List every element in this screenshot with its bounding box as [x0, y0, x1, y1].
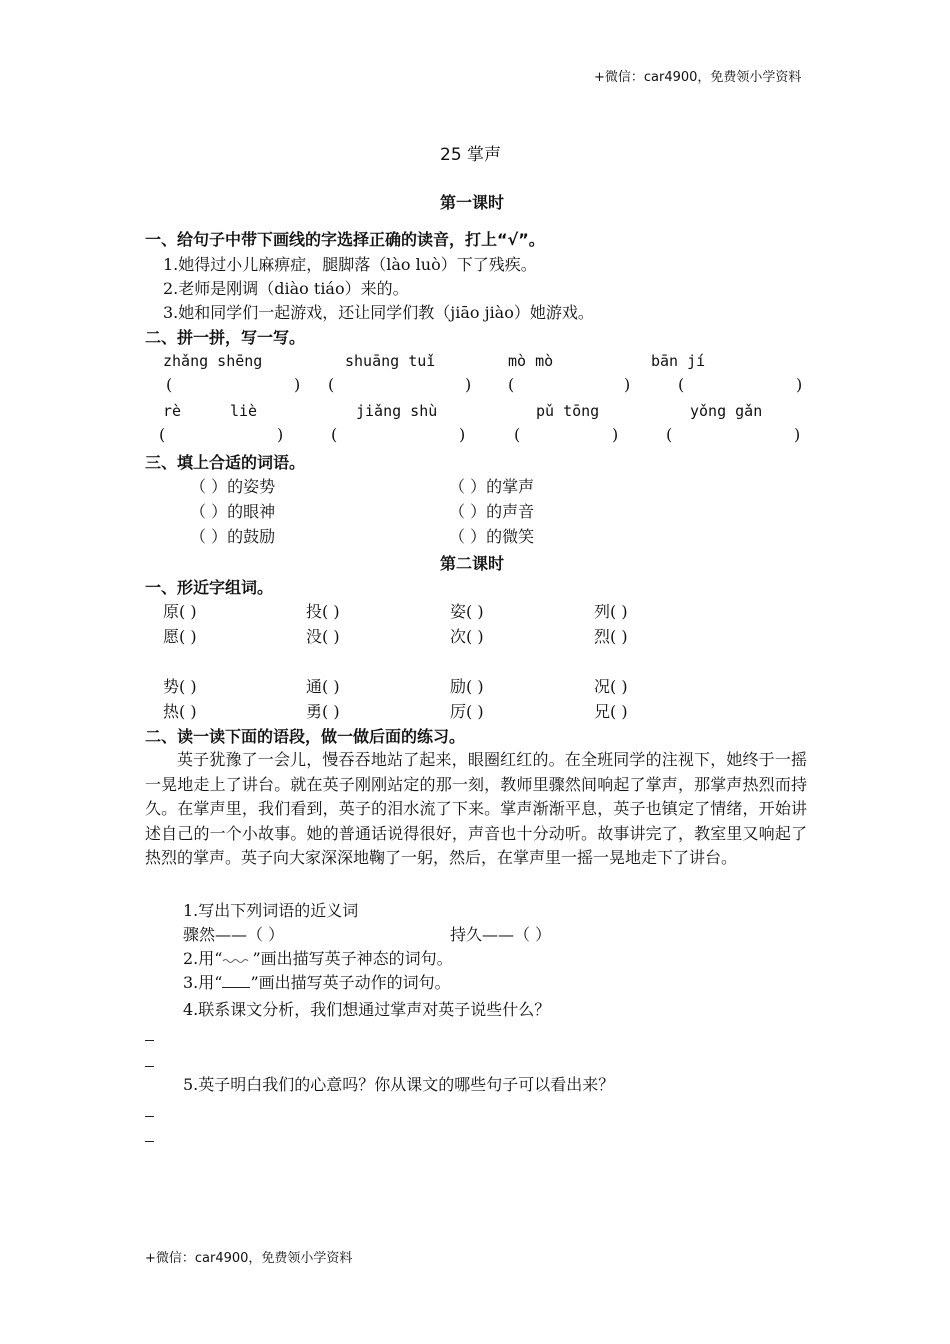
lesson1-heading: 第一课时 [440, 193, 505, 212]
exercise-3 [183, 970, 451, 993]
exercise-2-suffix: ”画出描写英子神态的词句。 [252, 949, 453, 968]
page-title: 25 掌声 [440, 145, 502, 165]
exercise-2-prefix: 2.用“ [183, 949, 223, 968]
pinyin-prompt: liè [230, 402, 258, 420]
similar-char-item: 通( ) [306, 677, 340, 696]
fill-phrase: （ ）的鼓励 [190, 527, 276, 546]
answer-paren-right: ) [612, 425, 619, 444]
similar-char-item: 投( ) [306, 602, 340, 621]
similar-char-item: 愿( ) [163, 627, 197, 646]
answer-line [145, 1040, 154, 1041]
answer-paren-left: ( [328, 375, 335, 394]
answer-paren-right: ) [294, 375, 301, 394]
answer-paren-left: ( [331, 425, 338, 444]
synonym-item: 骤然——（ ） [183, 925, 285, 944]
pinyin-prompt: zhǎng shēng [163, 352, 263, 370]
lesson2-heading: 第二课时 [440, 554, 505, 573]
similar-char-item: 勇( ) [306, 702, 340, 721]
fill-phrase: （ ）的眼神 [190, 502, 276, 521]
exercise-2 [183, 946, 453, 969]
similar-char-item: 列( ) [594, 602, 628, 621]
answer-paren-left: ( [166, 375, 173, 394]
fill-phrase: （ ）的声音 [449, 502, 535, 521]
lesson2-q1-title: 一、形近字组词。 [145, 578, 274, 597]
similar-char-item: 次( ) [450, 627, 484, 646]
pinyin-prompt: jiǎng shù [356, 402, 438, 420]
fill-phrase: （ ）的微笑 [449, 527, 535, 546]
similar-char-item: 原( ) [163, 602, 197, 621]
similar-char-item: 势( ) [163, 677, 197, 696]
similar-char-item: 况( ) [594, 677, 628, 696]
answer-paren-left: ( [508, 375, 515, 394]
lesson1-q2-title: 二、拼一拼，写一写。 [145, 328, 306, 347]
similar-char-item: 姿( ) [450, 602, 484, 621]
pinyin-prompt: bān jí [651, 352, 706, 370]
answer-line [145, 1116, 154, 1117]
similar-char-item: 厉( ) [450, 702, 484, 721]
exercise-3-suffix: ”画出描写英子动作的词句。 [250, 973, 451, 992]
lesson1-q1-title: 一、给句子中带下画线的字选择正确的读音，打上“√”。 [145, 230, 545, 249]
pinyin-prompt: pǔ tōng [536, 402, 600, 420]
similar-char-item: 兄( ) [594, 702, 628, 721]
answer-paren-right: ) [624, 375, 631, 394]
answer-paren-right: ) [465, 375, 472, 394]
answer-paren-left: ( [666, 425, 673, 444]
pinyin-prompt: rè [163, 402, 182, 420]
fill-phrase: （ ）的掌声 [449, 477, 535, 496]
lesson1-q3-title: 三、填上合适的词语。 [145, 453, 306, 472]
exercise-3-prefix: 3.用“ [183, 973, 223, 992]
exercise-4: 4.联系课文分析，我们想通过掌声对英子说些什么？ [183, 1000, 551, 1019]
answer-paren-right: ) [277, 425, 284, 444]
lesson1-q1-item: 1.她得过小儿麻痹症，腿脚落（lào luò）下了残疾。 [163, 255, 537, 274]
underline-icon [222, 973, 250, 988]
similar-char-item: 热( ) [163, 702, 197, 721]
exercise-1: 1.写出下列词语的近义词 [183, 901, 359, 920]
fill-phrase: （ ）的姿势 [190, 477, 276, 496]
synonym-item: 持久——（ ） [450, 925, 552, 944]
lesson2-q2-title: 二、读一读下面的语段，做一做后面的练习。 [145, 727, 466, 746]
answer-paren-left: ( [514, 425, 521, 444]
answer-paren-left: ( [159, 425, 166, 444]
answer-paren-right: ) [796, 375, 803, 394]
answer-paren-right: ) [794, 425, 801, 444]
pinyin-prompt: mò mò [508, 352, 554, 370]
exercise-5: 5.英子明白我们的心意吗？你从课文的哪些句子可以看出来？ [183, 1075, 615, 1094]
similar-char-item: 没( ) [306, 627, 340, 646]
similar-char-item: 励( ) [450, 677, 484, 696]
lesson1-q1-item: 3.她和同学们一起游戏，还让同学们教（jiāo jiào）她游戏。 [163, 303, 594, 322]
similar-char-item: 烈( ) [594, 627, 628, 646]
wavy-line-icon [222, 955, 252, 965]
answer-paren-left: ( [678, 375, 685, 394]
pinyin-prompt: yǒng gǎn [690, 402, 763, 420]
lesson1-q1-item: 2.老师是刚调（diào tiáo）来的。 [163, 279, 409, 298]
pinyin-prompt: shuāng tuǐ [345, 352, 436, 370]
reading-passage: 英子犹豫了一会儿，慢吞吞地站了起来，眼圈红红的。在全班同学的注视下，她终于一摇一晃地走上了讲台。就在英子刚刚站定的那一刻，教师里骤然间响起了掌声，那掌声热烈而持久。在掌声里，我们看到，英子的泪水流了下来。掌声渐渐平息，英子也镇定了情绪，开始讲述自己的一个小故事。她的普通话说得很好，声音也十分动听。故事讲完了，教室里又响起了热烈的掌声。英子向大家深深地鞠了一躬，然后，在掌声里一摇一晃地走下了讲台。 [145, 750, 807, 867]
answer-paren-right: ) [459, 425, 466, 444]
header-note: +微信：car4900，免费领小学资料 [594, 70, 802, 85]
footer-note: +微信：car4900，免费领小学资料 [145, 1251, 353, 1266]
answer-line [145, 1066, 154, 1067]
answer-line [145, 1141, 154, 1142]
